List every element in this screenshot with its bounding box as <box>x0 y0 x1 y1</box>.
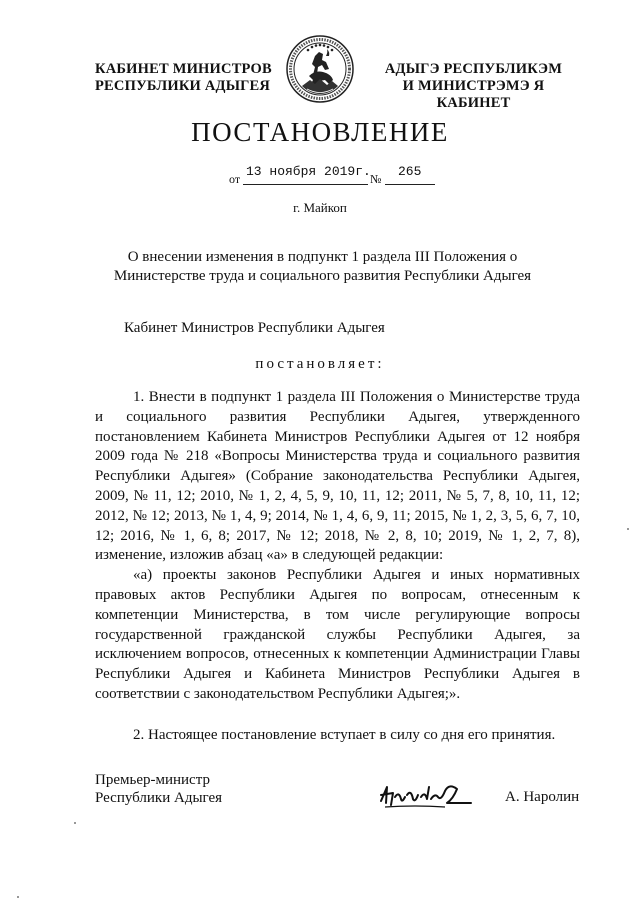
header-left-line2: РЕСПУБЛИКИ АДЫГЕЯ <box>95 78 271 94</box>
cabinet-line: Кабинет Министров Республики Адыгея <box>124 320 385 336</box>
subject-line1: О внесении изменения в подпункт 1 раздела III Положения о <box>127 249 518 265</box>
subject-line2: Министерстве труда и социального развития Республики Адыгея <box>113 268 532 284</box>
paragraph-1: 1. Внести в подпункт 1 раздела III Положения о Министерстве труда и социального развития Республики Адыгея, утвержденного постановлением Кабинета Министров Республики Адыгея от 12 ноября 2009 года № 218 «Вопросы Министерства труда и социального развития Республики Адыгея» (Собрание законодательства Республики Адыгея, 2009, № 11, 12; 2010, № 1, 2, 4, 5, 9, 10, 11, 12; 2011, № 5, 7, 8, 10, 11, 12; 2012, № 12; 2013, № 1, 4, 9; 2014, № 1, 4, 6, 9, 11; 2015, № 1, 2, 3, 5, 6, 7, 10, 12; 2016, № 1, 6, 8; 2017, № 12; 2018, № 2, 8, 10; 2019, № 1, 2, 7, 8), изменение, изложив абзац «а» в следующей редакции: <box>95 389 580 564</box>
from-label: от <box>229 172 241 186</box>
subject <box>85 248 560 286</box>
adygea-coat-of-arms-icon <box>285 34 355 104</box>
header-left-ru <box>95 61 275 95</box>
scan-speck <box>17 896 19 898</box>
header-left-line1: КАБИНЕТ МИНИСТРОВ <box>95 61 272 77</box>
header-right-line2: И МИНИСТРЭМЭ Я КАБИНЕТ <box>402 78 545 111</box>
scan-speck <box>74 822 76 824</box>
body-text <box>95 388 580 746</box>
header-right-line1: АДЫГЭ РЕСПУБЛИКЭМ <box>384 61 563 77</box>
date-value: 13 ноября 2019г. <box>246 164 371 179</box>
signatory-name: А. Наролин <box>505 789 580 805</box>
number-underline <box>385 184 435 185</box>
paragraph-2: «а) проекты законов Республики Адыгея и иных нормативных правовых актов Республики Адыгея по вопросам, отнесенным к компетенции Министерства, в том числе регулирующие вопросы государственной гражданской службы Республики Адыгея, за исключением вопросов, отнесенных к компетенции Администрации Главы Республики Адыгея и Кабинета Министров Республики Адыгея в соответствии с законодательством Республики Адыгея;». <box>95 567 580 702</box>
city: г. Майкоп <box>293 200 347 215</box>
number-value: 265 <box>398 164 422 179</box>
position-line1: Премьер-министр <box>95 772 210 788</box>
header-right-ady <box>366 61 581 112</box>
date-underline <box>243 184 368 185</box>
resolves-heading: постановляет: <box>255 356 385 372</box>
document-title: ПОСТАНОВЛЕНИЕ <box>191 117 449 147</box>
position-line2: Республики Адыгея <box>95 790 223 806</box>
paragraph-3: 2. Настоящее постановление вступает в силу со дня его принятия. <box>133 726 556 743</box>
scan-speck <box>627 528 629 530</box>
date-number-row <box>0 164 640 188</box>
signatory-position <box>95 771 222 807</box>
handwritten-signature-icon <box>375 777 475 813</box>
number-label: № <box>370 172 382 186</box>
